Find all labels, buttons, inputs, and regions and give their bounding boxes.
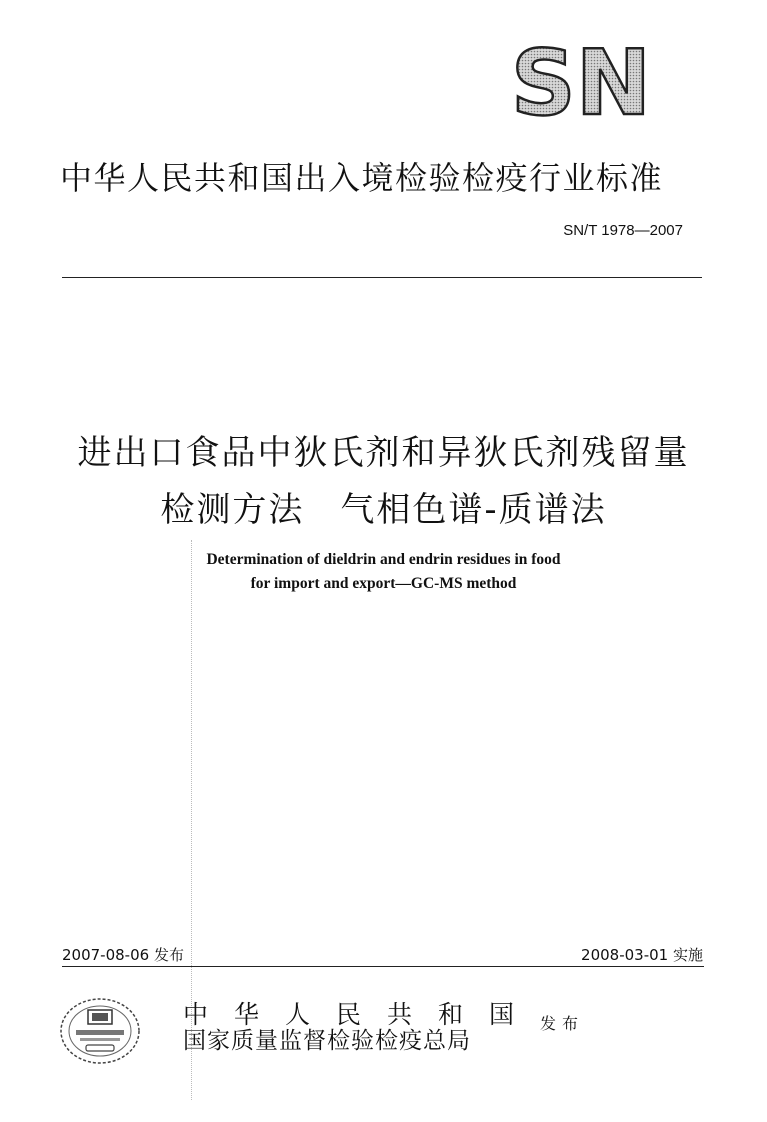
english-title-line-2: for import and export—GC-MS method bbox=[250, 575, 517, 592]
top-divider bbox=[62, 277, 702, 278]
implementation-date: 2008-03-01 实施 bbox=[581, 946, 703, 964]
publish-label: 发布 bbox=[540, 1014, 585, 1033]
bottom-divider bbox=[62, 966, 704, 967]
english-title-line-1: Determination of dieldrin and endrin residues in food bbox=[206, 551, 561, 568]
publisher-agency: 国家质量监督检验检疫总局 bbox=[183, 1028, 471, 1054]
publisher-country: 中华人民共和国 bbox=[183, 1000, 541, 1029]
organization-header: 中华人民共和国出入境检验检疫行业标准 bbox=[60, 159, 664, 197]
sn-logo-text: SN bbox=[510, 44, 652, 118]
chinese-title-line-1: 进出口食品中狄氏剂和异狄氏剂残留量 bbox=[77, 433, 690, 473]
standard-number: SN/T 1978—2007 bbox=[563, 222, 683, 239]
chinese-title-line-2: 检测方法 气相色谱-质谱法 bbox=[160, 490, 607, 530]
official-stamp-icon bbox=[58, 996, 142, 1066]
english-title bbox=[0, 548, 767, 596]
sn-logo bbox=[506, 44, 656, 118]
issue-date: 2007-08-06 发布 bbox=[62, 946, 184, 964]
